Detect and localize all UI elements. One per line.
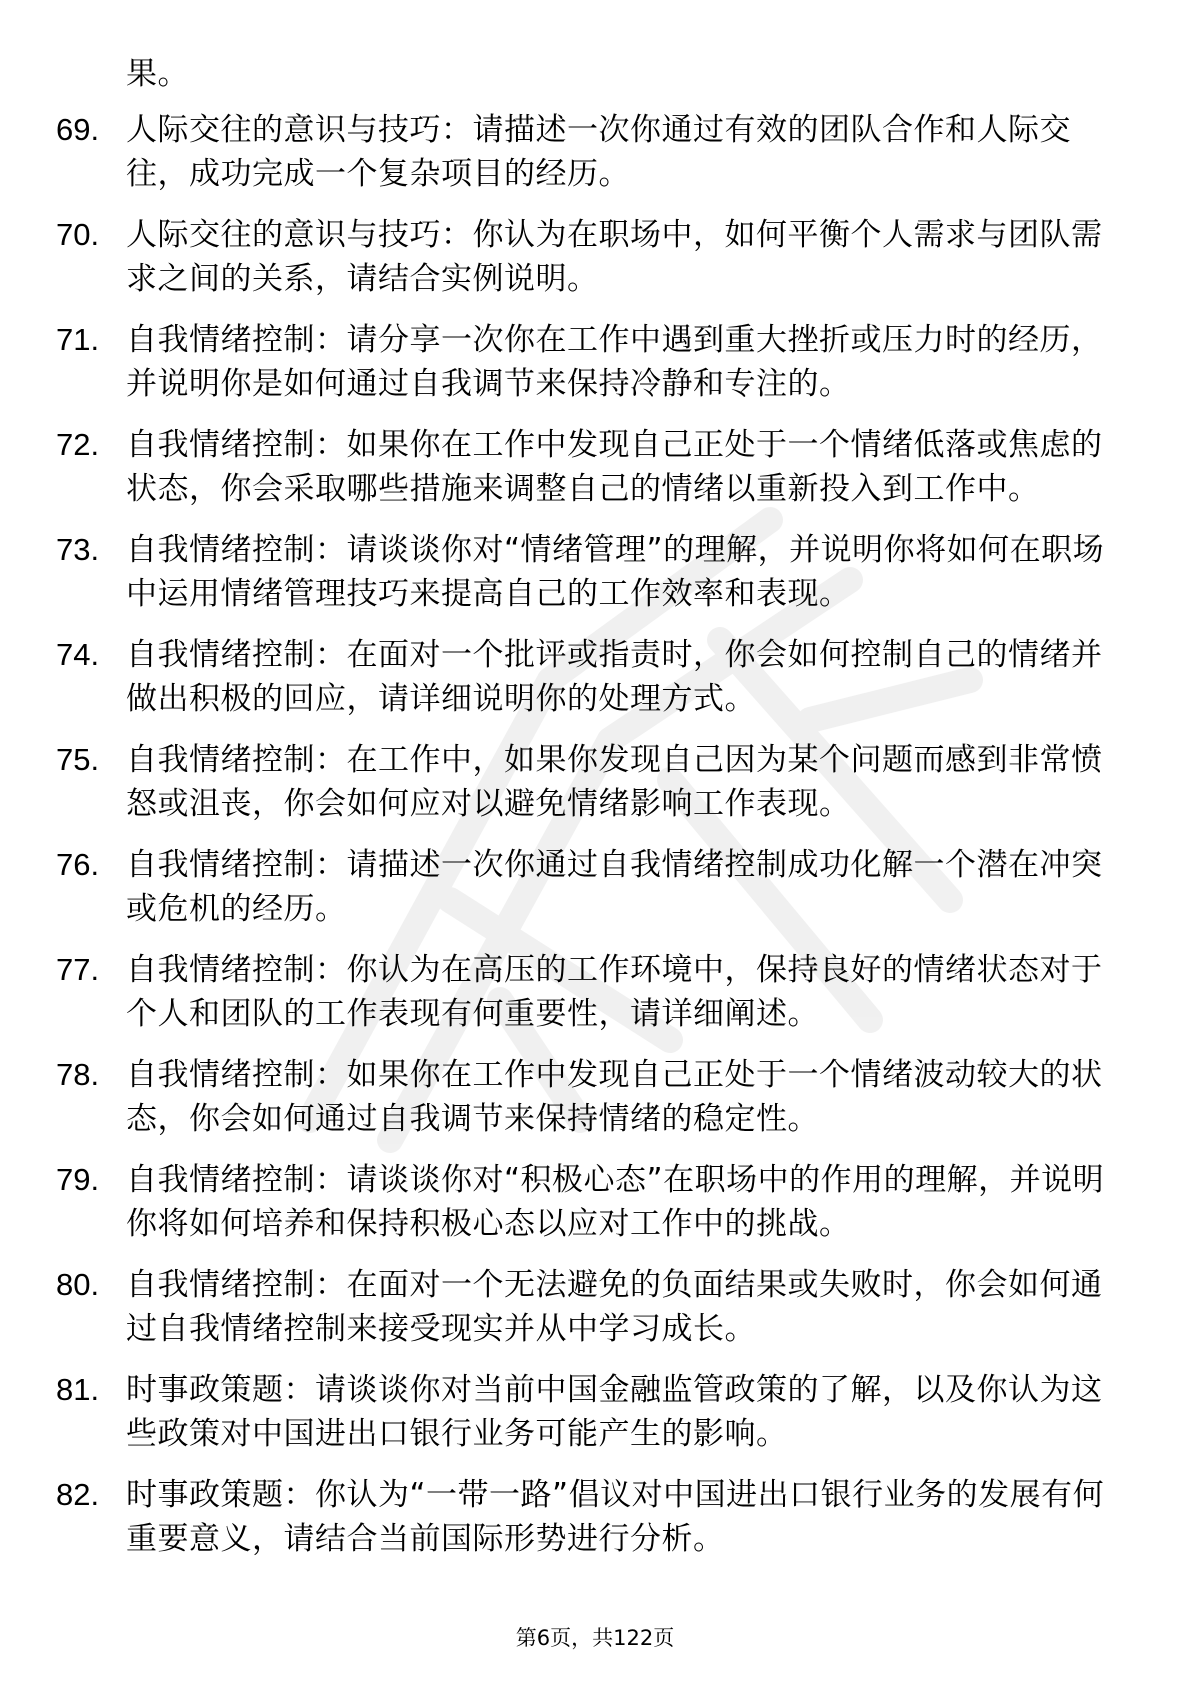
question-item [56,1263,1116,1351]
question-text: 时事政策题：请谈谈你对当前中国金融监管政策的了解，以及你认为这些政策对中国进出口银行业务可能产生的影响。 [126,1372,1103,1452]
question-text: 自我情绪控制：请谈谈你对“积极心态”在职场中的作用的理解，并说明你将如何培养和保持积极心态以应对工作中的挑战。 [126,1162,1105,1242]
question-text: 自我情绪控制：如果你在工作中发现自己正处于一个情绪低落或焦虑的状态，你会采取哪些措施来调整自己的情绪以重新投入到工作中。 [126,427,1103,507]
question-text: 人际交往的意识与技巧：你认为在职场中，如何平衡个人需求与团队需求之间的关系，请结合实例说明。 [126,217,1103,297]
question-item [56,108,1116,196]
question-number: 75. [56,742,100,777]
question-number: 82. [56,1477,100,1512]
question-number: 77. [56,952,100,987]
question-item [56,948,1116,1036]
question-number: 81. [56,1372,100,1407]
question-number: 71. [56,322,100,357]
question-text: 时事政策题：你认为“一带一路”倡议对中国进出口银行业务的发展有何重要意义，请结合当前国际形势进行分析。 [126,1477,1105,1557]
question-text: 自我情绪控制：如果你在工作中发现自己正处于一个情绪波动较大的状态，你会如何通过自我调节来保持情绪的稳定性。 [126,1057,1103,1137]
question-text: 自我情绪控制：在工作中，如果你发现自己因为某个问题而感到非常愤怒或沮丧，你会如何应对以避免情绪影响工作表现。 [126,742,1103,822]
question-item [56,213,1116,301]
question-item [56,1368,1116,1456]
question-number: 76. [56,847,100,882]
question-list [56,108,1116,1578]
question-item [56,528,1116,616]
question-text: 自我情绪控制：请谈谈你对“情绪管理”的理解，并说明你将如何在职场中运用情绪管理技巧来提高自己的工作效率和表现。 [126,532,1105,612]
question-text: 自我情绪控制：在面对一个批评或指责时，你会如何控制自己的情绪并做出积极的回应，请详细说明你的处理方式。 [126,637,1103,717]
question-number: 72. [56,427,100,462]
question-text: 自我情绪控制：你认为在高压的工作环境中，保持良好的情绪状态对于个人和团队的工作表现有何重要性，请详细阐述。 [126,952,1103,1032]
question-item [56,423,1116,511]
question-number: 73. [56,532,100,567]
question-item [56,1158,1116,1246]
question-item [56,633,1116,721]
question-item [56,318,1116,406]
question-item [56,738,1116,826]
question-number: 74. [56,637,100,672]
question-number: 69. [56,112,100,147]
question-number: 70. [56,217,100,252]
question-item [56,1473,1116,1561]
page-footer: 第6页，共122页 [515,1626,675,1650]
question-number: 78. [56,1057,100,1092]
question-text: 人际交往的意识与技巧：请描述一次你通过有效的团队合作和人际交往，成功完成一个复杂项目的经历。 [126,112,1071,192]
question-item [56,1053,1116,1141]
question-text: 自我情绪控制：在面对一个无法避免的负面结果或失败时，你会如何通过自我情绪控制来接受现实并从中学习成长。 [126,1267,1103,1347]
question-number: 79. [56,1162,100,1197]
question-text: 自我情绪控制：请分享一次你在工作中遇到重大挫折或压力时的经历，并说明你是如何通过自我调节来保持冷静和专注的。 [126,322,1103,402]
question-text: 自我情绪控制：请描述一次你通过自我情绪控制成功化解一个潜在冲突或危机的经历。 [126,847,1103,927]
question-item [56,843,1116,931]
continued-text: 果。 [126,56,189,92]
question-number: 80. [56,1267,100,1302]
